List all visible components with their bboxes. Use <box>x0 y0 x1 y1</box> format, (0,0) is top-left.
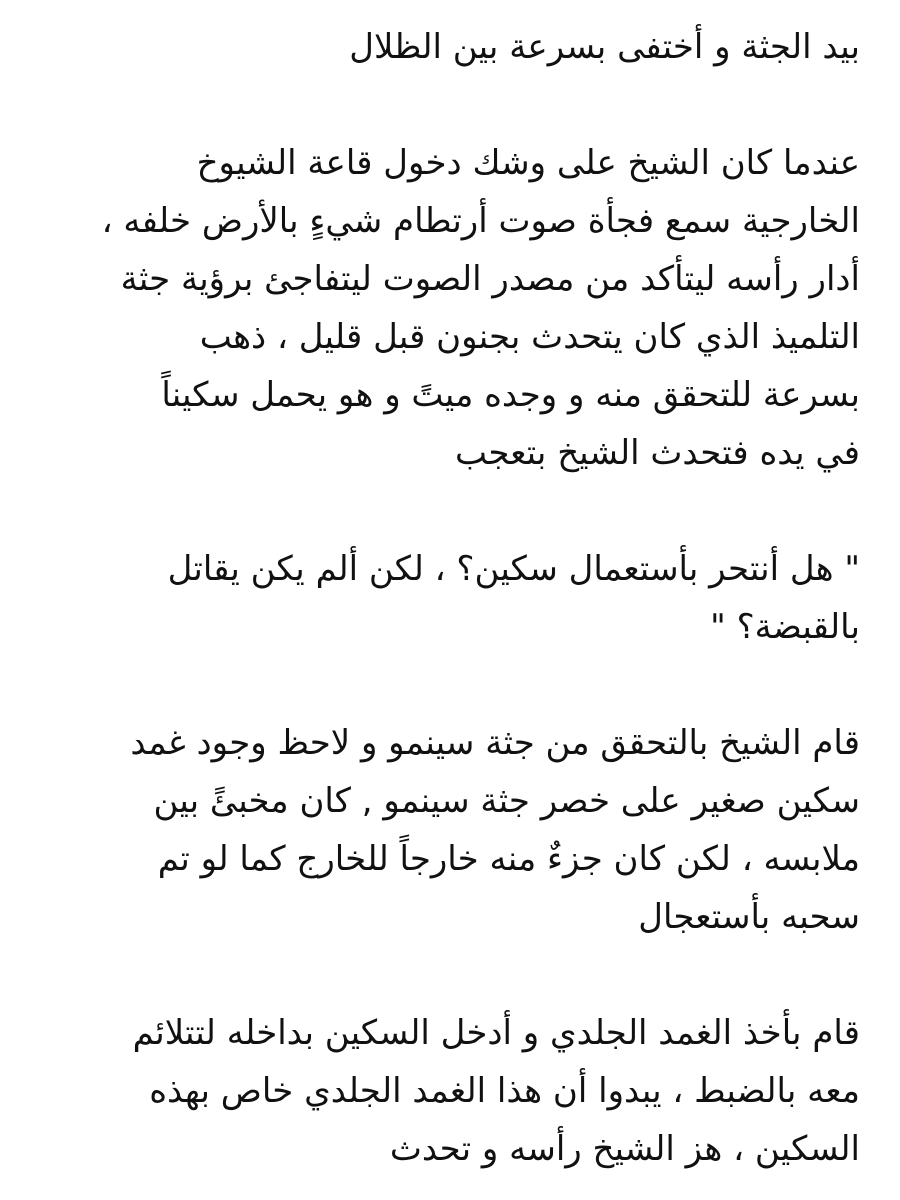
paragraph-2 <box>40 134 860 482</box>
paragraph-4 <box>40 714 860 946</box>
text-line: سكين صغير على خصر جثة سينمو , كان مخبئً بين <box>153 781 860 821</box>
text-line: بيد الجثة و أختفى بسرعة بين الظلال <box>349 27 860 67</box>
text-line: " هل أنتحر بأستعمال سكين؟ ، لكن ألم يكن يقاتل <box>167 549 860 589</box>
text-line: عندما كان الشيخ على وشك دخول قاعة الشيوخ <box>196 143 860 183</box>
text-line: قام بأخذ الغمد الجلدي و أدخل السكين بداخله لتتلائم <box>132 1013 860 1053</box>
paragraph-1 <box>40 18 860 76</box>
text-line: سحبه بأستعجال <box>638 897 860 937</box>
paragraph-3-dialogue <box>40 540 860 656</box>
text-line: التلميذ الذي كان يتحدث بجنون قبل قليل ، ذهب <box>199 317 860 357</box>
text-line: معه بالضبط ، يبدوا أن هذا الغمد الجلدي خاص بهذه <box>149 1071 860 1111</box>
paragraph-gap <box>40 946 860 1004</box>
text-line: في يده فتحدث الشيخ بتعجب <box>454 433 860 473</box>
text-line: السكين ، هز الشيخ رأسه و تحدث <box>389 1129 860 1169</box>
text-line: ملابسه ، لكن كان جزءٌ منه خارجاً للخارج كما لو تم <box>157 839 860 879</box>
text-line: بسرعة للتحقق منه و وجده ميتً و هو يحمل سكيناً <box>161 375 860 415</box>
text-line: قام الشيخ بالتحقق من جثة سينمو و لاحظ وجود غمد <box>130 723 860 763</box>
paragraph-gap <box>40 482 860 540</box>
paragraph-5 <box>40 1004 860 1178</box>
text-line: بالقبضة؟ " <box>710 607 860 647</box>
text-line: الخارجية سمع فجأة صوت أرتطام شيءٍ بالأرض خلفه ، <box>101 201 860 241</box>
paragraph-gap <box>40 76 860 134</box>
text-line: أدار رأسه ليتأكد من مصدر الصوت ليتفاجئ برؤية جثة <box>120 259 860 299</box>
paragraph-gap <box>40 656 860 714</box>
